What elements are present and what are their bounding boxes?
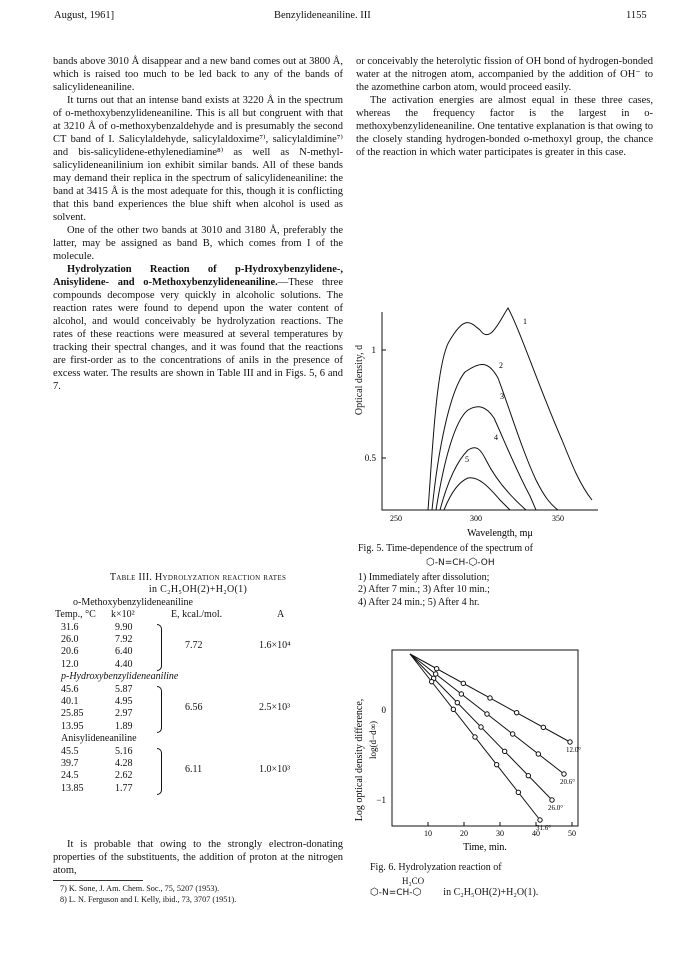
- fig5-curve-label: 5: [465, 455, 469, 464]
- fig6-xtick-label: 40: [532, 829, 540, 838]
- fig6-ylabel: Log optical density difference,: [354, 698, 365, 822]
- paragraph: It is probable that owing to the strongly electron-donating properties of the substituents, the addition of proton at the nitrogen atom,: [53, 839, 343, 876]
- fig5-xtick-label: 350: [552, 514, 564, 523]
- column-header: Temp., °C: [55, 609, 96, 621]
- running-header: [14, 10, 674, 24]
- fig6-point: [510, 732, 514, 736]
- fig6-line-label: 31.6°: [536, 824, 552, 832]
- fig6-caption: Fig. 6. Hydrolyzation reaction of: [370, 862, 502, 873]
- fig6-mol-linker: -N=CH-: [378, 888, 413, 898]
- fig6-solvent: in C₂H₅OH(2)+H₂O(1).: [443, 887, 539, 898]
- fig6-point: [434, 666, 438, 670]
- benzene-ring-icon: ⬡: [426, 557, 435, 569]
- closing-paragraph: [53, 838, 343, 877]
- table-cell: 5.87: [115, 683, 133, 695]
- fig5-mol-substituent: -OH: [477, 558, 495, 569]
- table-row: [53, 783, 343, 795]
- fig6-point: [538, 818, 542, 822]
- benzene-ring-icon: ⬡: [468, 557, 478, 569]
- paragraph: The activation energies are almost equal in these three cases, whereas the frequency factor is the largest in o-methoxybenzylideneaniline. One tentative explanation is that owing to the closely standing hydrogen-bonded o-methoxyl group, the chance of the reaction in which water participates is greater in this case.: [356, 95, 653, 158]
- table-cell-energy: 6.11: [185, 764, 203, 776]
- table-compound-name: o-Methoxybenzylideneaniline: [73, 596, 193, 608]
- table-cell: 45.6: [61, 683, 79, 695]
- fig6-point: [485, 712, 489, 716]
- fig6-point: [494, 762, 498, 766]
- fig5-ylabel: Optical density, d: [354, 344, 365, 416]
- fig6-point: [451, 707, 455, 711]
- fig5-curve-label: 4: [494, 433, 498, 442]
- table-caption-solvent: in C₂H₅OH(2)+H₂O(1): [148, 584, 248, 596]
- fig5-curve-label: 2: [499, 361, 503, 370]
- column-header: E, kcal./mol.: [171, 609, 223, 621]
- fig6-point: [536, 752, 540, 756]
- fig6-point: [502, 749, 506, 753]
- header-date: August, 1961]: [54, 10, 115, 21]
- table-row: [53, 684, 343, 696]
- table-brace: [157, 686, 162, 734]
- fig6-xtick-label: 50: [568, 829, 576, 838]
- fig6-substituent: H₃CO: [402, 875, 425, 886]
- paragraph: It turns out that an intense band exists at 3220 Å in the spectrum of o-methoxybenzylideneaniline. This is all but congruent with that at 3210 Å of o-methoxybenzaldehyde and is presumably the second CT band of I. Salicylaldehyde, salicylaldoxime⁷⁾, salicylaldimine⁷⁾ and bis-salicylidene-ethylenediamine⁸⁾ as well as N-methyl-salicylideneanilinium ion exhibit similar bands. All of these bands may demand their replica in the spectrum of salicylideneaniline: the band at 3415 Å is the most adequate for this, though it is conflicting that this band experiences the blue shift when alcohol is used as solvent.: [53, 95, 343, 223]
- section-paragraph: [53, 263, 343, 393]
- section-text: —These three compounds decompose very quickly in alcoholic solutions. The reaction rates were found to depend upon the water content of alcohol, and would conceivably be hydrolyzation reactions. The rates of these reactions were measured at several temperatures by tracking their spectral changes, and it was found that the reactions are first-order as to the concentrations of anils in the presence of excess water. The results are shown in Table III and in Figs. 5, 6 and 7.: [53, 277, 344, 392]
- column-header: A: [277, 609, 285, 621]
- table-cell: 26.0: [61, 634, 79, 645]
- table-cell: 1.77: [115, 782, 133, 794]
- table-cell: 2.62: [115, 770, 133, 782]
- table-cell: 40.1: [61, 695, 79, 707]
- table-cell: 5.16: [115, 745, 133, 757]
- paragraph: bands above 3010 Å disappear and a new band comes out at 3800 Å, which is raised too much to be led back to any of the bands of salicylideneaniline.: [53, 56, 343, 93]
- fig6-point: [461, 681, 465, 685]
- benzene-ring-icon: ⬡: [370, 887, 379, 898]
- fig5-curve-label: 3: [500, 392, 504, 401]
- fig6-point: [429, 679, 433, 683]
- fig5-molecule: [358, 556, 668, 572]
- fig6-point: [516, 790, 520, 794]
- fig6-point: [562, 772, 566, 776]
- table-cell: 4.40: [115, 658, 133, 670]
- left-column: [53, 55, 343, 393]
- table-row: [53, 721, 343, 733]
- fig6-xtick-label: 20: [460, 829, 468, 838]
- table-cell: 13.85: [61, 782, 84, 794]
- header-title: Benzylideneaniline. III: [274, 10, 371, 21]
- fig6-point: [488, 696, 492, 700]
- table-compound-name: Anisylideneaniline: [61, 733, 137, 745]
- paragraph: or conceivably the heterolytic fission of OH bond of hydrogen-bonded water at the nitrogen atom, accompanied by the addition of OH⁻ to the azomethine carbon atom, would proceed easily.: [356, 56, 653, 93]
- fig6-ytick-label: 0: [381, 705, 386, 715]
- fig6-line-label: 12.0°: [566, 746, 582, 754]
- right-column: [356, 55, 653, 159]
- table-group: [53, 746, 343, 796]
- fig5-plot: [340, 300, 660, 539]
- fig5-curve-4: [440, 448, 526, 510]
- column-header: k×10²: [111, 609, 135, 621]
- fig6-ytick-label: −1: [376, 795, 386, 805]
- table-cell: 12.0: [61, 658, 79, 670]
- fig5-xtick-label: 300: [470, 514, 482, 523]
- fig5-legend-2: 2) After 7 min.; 3) After 10 min.;: [358, 584, 490, 595]
- table-cell-energy: 7.72: [185, 640, 203, 652]
- footnote-7: 7) K. Sone, J. Am. Chem. Soc., 75, 5207 (1953).: [60, 884, 220, 893]
- fig5-mol-linker: -N=CH-: [434, 558, 469, 569]
- table-cell: 9.90: [115, 621, 133, 633]
- table-caption: Table III. Hydrolyzation reaction rates: [109, 572, 287, 583]
- benzene-ring-icon: ⬡: [412, 887, 422, 898]
- table-header-row: [53, 609, 343, 621]
- fig6-line-label: 26.0°: [548, 804, 564, 812]
- table-brace: [157, 624, 162, 672]
- fig6-point: [473, 735, 477, 739]
- table-cell: 4.95: [115, 695, 133, 707]
- fig6-caption-block: [370, 862, 670, 900]
- fig5-ytick-label: 1: [371, 345, 376, 355]
- table-cell: 45.5: [61, 745, 79, 757]
- fig6-point: [479, 725, 483, 729]
- fig5-curve-label: 1: [523, 317, 527, 326]
- table-row: [53, 659, 343, 671]
- table-cell: 6.40: [115, 646, 133, 658]
- fig6-line-label: 20.6°: [560, 778, 576, 786]
- table-body: [53, 622, 343, 796]
- fig6-point: [514, 710, 518, 714]
- table-cell-frequency: 1.0×10³: [259, 764, 291, 776]
- table-cell: 39.7: [61, 757, 79, 769]
- table-cell-frequency: 1.6×10⁴: [259, 640, 291, 652]
- fig6-xticks: [424, 822, 576, 838]
- fig6-point: [459, 692, 463, 696]
- table-cell: 20.6: [61, 646, 79, 658]
- table-cell-frequency: 2.5×10³: [259, 702, 291, 714]
- fig6-point: [541, 725, 545, 729]
- fig6-ylabel-sub: log(d−d∞): [368, 721, 378, 759]
- fig6-point: [568, 740, 572, 744]
- table-row: [53, 622, 343, 634]
- fig5-legend-1: 1) Immediately after dissolution;: [358, 571, 490, 583]
- table-row: [53, 746, 343, 758]
- table-compound-name: p-Hydroxybenzylideneaniline: [61, 671, 179, 683]
- fig6-point: [526, 773, 530, 777]
- fig5-xtick-label: 250: [390, 514, 402, 523]
- fig6-plot: [350, 640, 590, 860]
- table-cell: 31.6: [61, 621, 79, 633]
- table-cell: 25.85: [61, 708, 84, 720]
- footnote-8: 8) L. N. Ferguson and I. Kelly, ibid., 73, 3707 (1951).: [60, 895, 237, 904]
- fig6-xlabel: Time, min.: [463, 842, 507, 853]
- fig6-lines: [410, 654, 581, 832]
- table-cell: 24.5: [61, 770, 79, 782]
- table-cell: 7.92: [115, 634, 133, 645]
- table-cell: 1.89: [115, 720, 133, 732]
- fig5-caption-block: [358, 543, 668, 609]
- fig5-legend-3: 4) After 24 min.; 5) After 4 hr.: [358, 596, 480, 608]
- table-group: [53, 684, 343, 734]
- paragraph: One of the other two bands at 3010 and 3180 Å, preferably the latter, may be assigned as band B, which comes from I of the molecule.: [53, 225, 343, 262]
- section-heading: Hydrolyzation Reaction of p-Hydroxybenzylidene-, Anisylidene- and o-Methoxybenzylideneaniline.: [53, 264, 343, 288]
- fig6-molecule: [370, 887, 670, 900]
- table-cell: 13.95: [61, 720, 84, 732]
- table-iii: [53, 572, 343, 795]
- fig6-xtick-label: 10: [424, 829, 432, 838]
- fig6-point: [550, 798, 554, 802]
- fig5-xlabel: Wavelength, mμ: [467, 528, 533, 539]
- page-number: 1155: [626, 10, 647, 21]
- fig6-point: [455, 700, 459, 704]
- fig5-axes: [382, 312, 598, 510]
- footnote-rule: [53, 880, 143, 881]
- table-brace: [157, 748, 162, 796]
- fig5-curve-1: [428, 308, 592, 510]
- table-cell: 2.97: [115, 708, 133, 720]
- fig6-point: [433, 672, 437, 676]
- table-group: [53, 622, 343, 672]
- table-cell: 4.28: [115, 757, 133, 769]
- table-cell-energy: 6.56: [185, 702, 203, 714]
- fig5-caption: Fig. 5. Time-dependence of the spectrum of: [358, 543, 533, 554]
- fig5-ytick-label: 0.5: [364, 453, 376, 463]
- fig6-xtick-label: 30: [496, 829, 504, 838]
